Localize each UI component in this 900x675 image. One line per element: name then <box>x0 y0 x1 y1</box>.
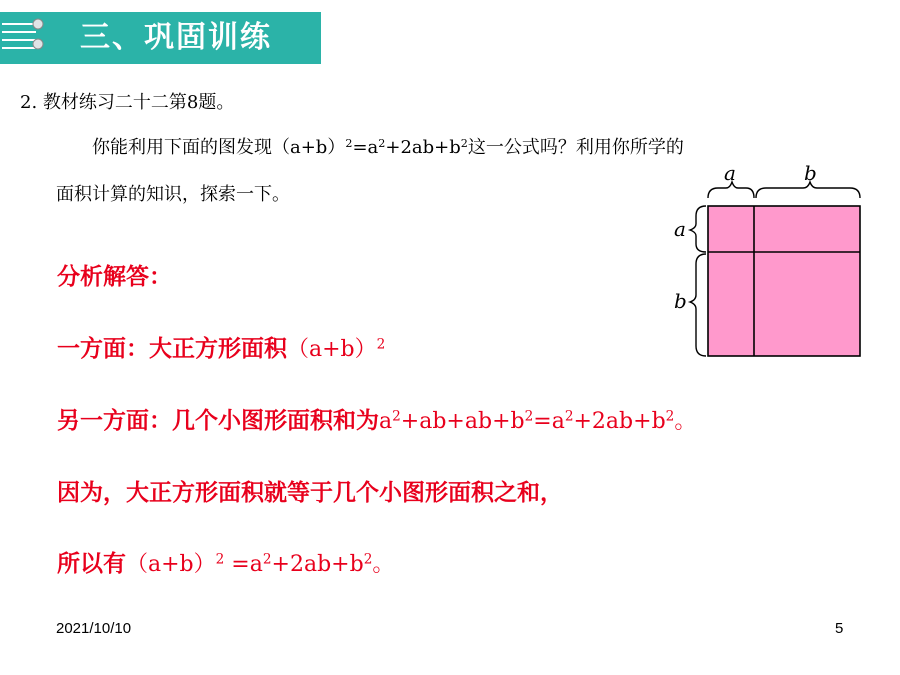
answer-line1: 一方面：大正方形面积$(a+b)^2$ <box>57 336 386 362</box>
question-text-line1: 你能利用下面的图发现$(a+b)^2=a^2+2ab+b^2$这一公式吗？利用你所学的 <box>92 136 684 158</box>
footer-date: 2021/10/10 <box>56 620 132 637</box>
page-title: 三、巩固训练 <box>80 20 272 55</box>
binder-rings-icon <box>2 14 46 62</box>
label-b-left: b <box>674 289 687 313</box>
label-a-top: a <box>724 161 736 185</box>
answer-line4: 所以有$(a+b)^2 =a^2+2ab+b^2$。 <box>57 551 395 577</box>
label-a-left: a <box>674 217 686 241</box>
brace-b-left <box>690 254 706 356</box>
label-b-top: b <box>804 161 817 185</box>
answer-line2: 另一方面：几个小图形面积和为$a^2+ab+ab+b^2=a^2+2ab+b^2$。 <box>57 408 697 434</box>
brace-a-left <box>690 206 706 252</box>
page-number: 5 <box>835 620 844 637</box>
answer-heading: 分析解答： <box>57 264 172 290</box>
brace-a-top <box>708 182 754 198</box>
answer-line3: 因为，大正方形面积就等于几个小图形面积之和， <box>57 480 563 506</box>
big-square <box>708 206 860 356</box>
square-diagram <box>660 158 870 363</box>
question-number: 2. 教材练习二十二第8题。 <box>20 92 235 113</box>
question-text-line2: 面积计算的知识，探索一下。 <box>56 184 290 205</box>
